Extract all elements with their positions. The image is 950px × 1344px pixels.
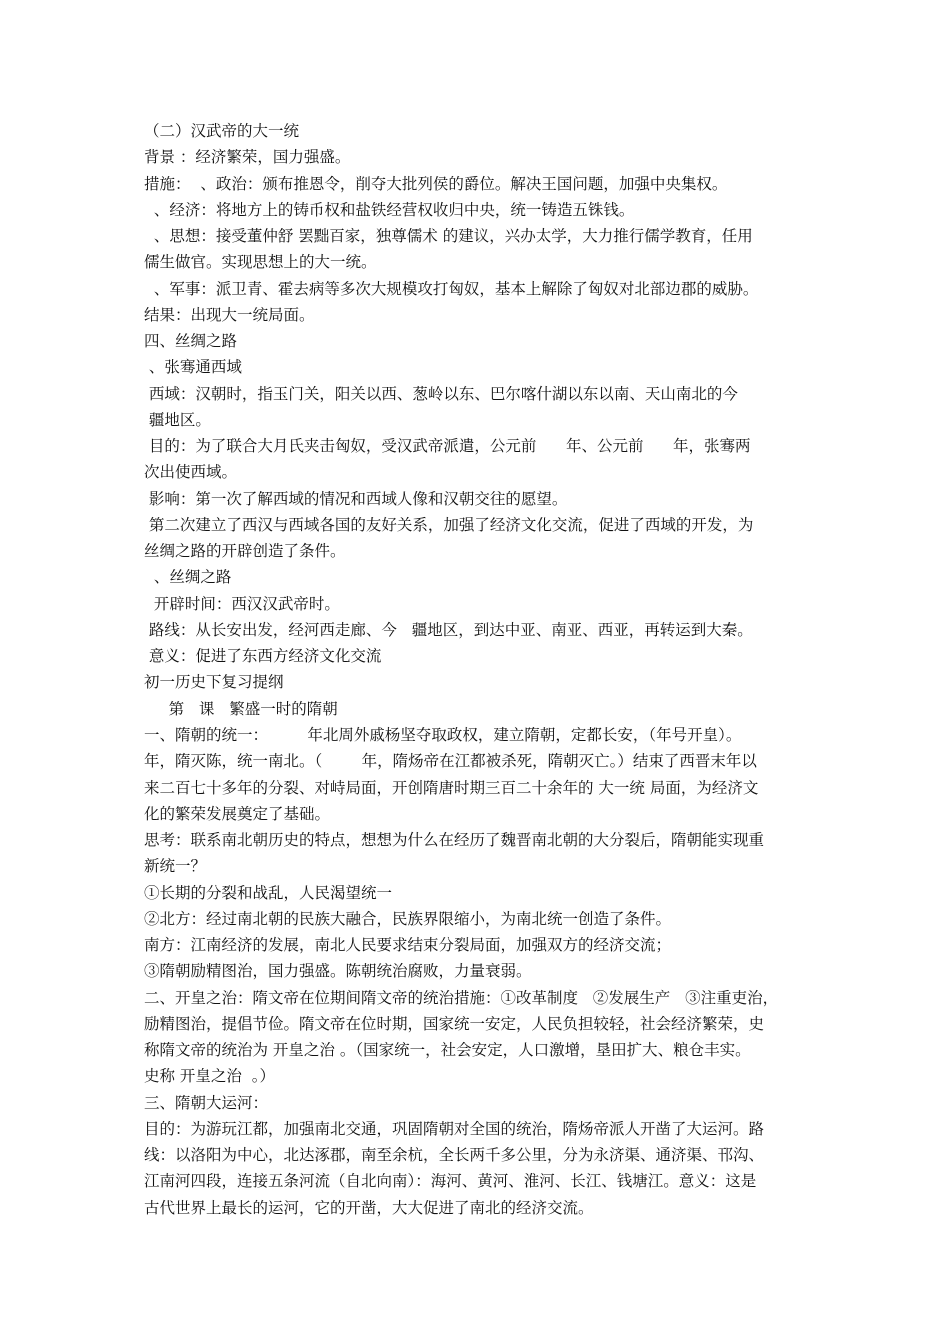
text-line: 儒生做官。实现思想上的大一统。: [144, 253, 377, 271]
text-line: 第二次建立了西汉与西域各国的友好关系，加强了经济文化交流，促进了西域的开发，为: [144, 516, 754, 534]
text-line: （二）汉武帝的大一统: [144, 122, 300, 140]
text-line: 线：以洛阳为中心，北达涿郡，南至余杭，全长两千多公里，分为永济渠、通济渠、邗沟、: [144, 1146, 765, 1164]
section-heading: 三、隋朝大运河：: [144, 1094, 269, 1112]
text-line: 思考：联系南北朝历史的特点，想想为什么在经历了魏晋南北朝的大分裂后，隋朝能实现重: [144, 831, 765, 849]
text-line: 次出使西域。: [144, 463, 238, 481]
text-line: 古代世界上最长的运河，它的开凿，大大促进了南北的经济交流。: [144, 1199, 594, 1217]
text-line: 开辟时间：西汉汉武帝时。: [144, 595, 340, 613]
text-line: 年，隋灭陈，统一南北。（ 年，隋炀帝在江都被杀死，隋朝灭亡。）结束了西晋末年以: [144, 752, 757, 770]
text-line: 意义：促进了东西方经济文化交流: [144, 647, 382, 665]
text-line: 、经济：将地方上的铸币权和盐铁经营权收归中央，统一铸造五铢钱。: [144, 201, 635, 219]
text-line: 南方：江南经济的发展，南北人民要求结束分裂局面，加强双方的经济交流；: [144, 936, 672, 954]
text-line: 来二百七十多年的分裂、对峙局面，开创隋唐时期三百二十余年的 大一统 局面，为经济文: [144, 779, 759, 797]
text-line: 目的：为游玩江都，加强南北交通，巩固隋朝对全国的统治，隋炀帝派人开凿了大运河。路: [144, 1120, 765, 1138]
text-line: 措施： 、政治：颁布推恩令，削夺大批列侯的爵位。解决王国问题，加强中央集权。: [144, 175, 728, 193]
text-line: 江南河四段，连接五条河流（自北向南）：海河、黄河、淮河、长江、钱塘江。意义：这是: [144, 1172, 757, 1190]
text-line: 目的：为了联合大月氏夹击匈奴，受汉武帝派遣，公元前 年、公元前 年，张骞两: [144, 437, 751, 455]
text-line: 化的繁荣发展奠定了基础。: [144, 805, 331, 823]
text-line: 疆地区。: [144, 411, 211, 429]
text-line: 称隋文帝的统治为 开皇之治 。（国家统一，社会安定，人口激增，垦田扩大、粮仓丰实。: [144, 1041, 751, 1059]
text-line: 背景 ：经济繁荣，国力强盛。: [144, 148, 351, 166]
text-line: 、丝绸之路: [144, 568, 232, 586]
text-line: 结果：出现大一统局面。: [144, 306, 315, 324]
text-line: 史称 开皇之治 。）: [144, 1067, 276, 1085]
text-line: 励精图治，提倡节俭。隋文帝在位时期，国家统一安定，人民负担较轻，社会经济繁荣，史: [144, 1015, 765, 1033]
text-line: 路线：从长安出发，经河西走廊、今 疆地区，到达中亚、南亚、西亚，再转运到大秦。: [144, 621, 753, 639]
text-line: 西域：汉朝时，指玉门关，阳关以西、葱岭以东、巴尔喀什湖以东以南、天山南北的今: [144, 385, 738, 403]
text-line: 新统一？: [144, 857, 207, 875]
section-heading: 四、丝绸之路: [144, 332, 238, 350]
text-line: 、思想：接受董仲舒 罢黜百家，独尊儒术 的建议，兴办太学，大力推行儒学教育，任用: [144, 227, 753, 245]
text-line: ③隋朝励精图治，国力强盛。陈朝统治腐败，力量衰弱。: [144, 962, 532, 980]
text-line: 、军事：派卫青、霍去病等多次大规模攻打匈奴，基本上解除了匈奴对北部边郡的威胁。: [144, 280, 759, 298]
text-line: 影响：第一次了解西域的情况和西域人像和汉朝交往的愿望。: [144, 490, 568, 508]
document-title: 初一历史下复习提纲: [144, 673, 284, 691]
text-line: 丝绸之路的开辟创造了条件。: [144, 542, 346, 560]
text-line: 、张骞通西域: [144, 358, 242, 376]
text-line: ①长期的分裂和战乱，人民渴望统一: [144, 884, 393, 902]
text-line: 一、隋朝的统一： 年北周外戚杨坚夺取政权，建立隋朝，定都长安，（年号开皇）。: [144, 726, 742, 744]
text-line: ②北方：经过南北朝的民族大融合，民族界限缩小，为南北统一创造了条件。: [144, 910, 672, 928]
text-line: 二、开皇之治：隋文帝在位期间隋文帝的统治措施：①改革制度 ②发展生产 ③注重吏治，: [144, 989, 779, 1007]
lesson-heading: 第 课 繁盛一时的隋朝: [144, 700, 338, 718]
